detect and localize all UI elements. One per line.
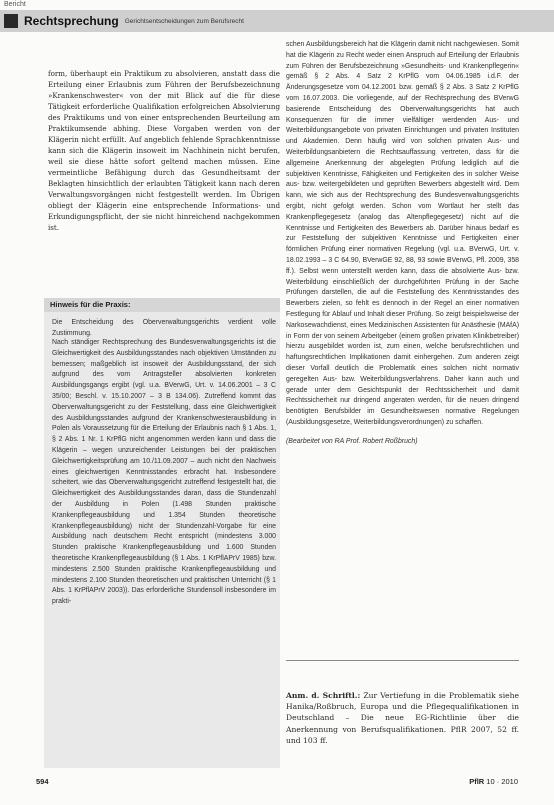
header-marker [4, 14, 18, 28]
hint-box-body [52, 338, 276, 608]
hint-box-heading: Hinweis für die Praxis: [44, 298, 280, 312]
journal-footer [469, 777, 518, 786]
divider [286, 660, 519, 661]
page-title: Rechtsprechung [24, 14, 119, 28]
hint-lead-text: Die Entscheidung des Oberverwaltungsgerichts verdient volle Zustimmung. [52, 319, 276, 337]
hint-box-lead [52, 318, 276, 340]
right-column [286, 40, 519, 447]
left-column-text: form, überhaupt ein Praktikum zu absolvieren, anstatt dass die Erteilung einer Erlaubnis zum Führen der Berufsbezeichnung »Krankenschwester« von der mit Blick auf die für diese Tätigkeit erforderliche Qualifikation erfolgreichen Absolvierung des Praktikums und von einer entsprechenden Beurteilung am Praktikumsende abhing. Diese Vorgaben werden von der Klägerin nicht erfüllt. Auf angeblich fehlende Sprachkenntnisse kann sich die Klägerin insoweit im Nachhinein nicht berufen, weil sie diese hätte sofort geltend machen müssen. Eine vermeintliche Befähigung durch das Gesundheitsamt der Beklagten hinsichtlich der erlaubten Tätigkeit kann nach deren Verwaltungsvorgängen nicht festgestellt werden. Im Übrigen obliegt der Klägerin eine entsprechende Informations- und Erkundigungspflicht, der sie nicht hinreichend nachgekommen ist. [48, 69, 280, 232]
reference-author: Anm. d. Schriftl.: [286, 691, 361, 700]
right-column-text: schen Ausbildungsbereich hat die Klägerin damit nicht nachgewiesen. Somit hat die Klägerin zu Recht weder einen Anspruch auf Erteilung der Erlaubnis zum Führen der Berufsbezeichnung »Gesundheits- und Krankenpflegerin« gemäß § 2 Abs. 4 Satz 2 KrPflG vom 04.06.1985 i.d.F. der Änderungsgesetze vom 04.12.2001 bzw. gemäß § 2 Abs. 3 Satz 2 KrPflG vom 16.07.2003. Die vorliegende, auf der Rechtsprechung des BVerwG basierende Entscheidung des Oberverwaltungsgerichts hat auch Konsequenzen für die immer vielfältiger werdenden Aus- und Weiterbildungsangebote von privaten Einrichtungen und privaten Instituten und Akademien. Denn häufig wird von solchen privaten Aus- und Weiterbildungsanbietern die Rechtsauffassung vertreten, dass für die allgemeine Anerkennung der abgelegten Prüfung lediglich auf die subjektiven Kenntnisse, Fähigkeiten und Fertigkeiten des in solcher Weise aus- bzw. weitergebildeten und geprüften Bewerbers abgestellt wird. Dem kann, wie sich aus der Rechtsprechung des Bundesverwaltungsgerichts ergibt, nicht gefolgt werden. Schon vom Wortlaut her stellt das Krankenpflegegesetz (analog das Altenpflegegesetz) nicht auf die Kenntnisse und Fertigkeiten des Bewerbers ab. Darüber hinaus bedarf es zur Feststellung der subjektiven Kenntnisse und Fertigkeiten einer förmlichen Prüfung einer normativen Regelung (vgl. u.a. BVerwG, Urt. v. 18.02.1993 – 3 C 64.90, BVerwGE 92, 88, 93 sowie BVerwG, Pfl. 2009, 358 ff.). Selbst wenn unterstellt werden kann, dass die absolvierte Aus- bzw. Weiterbildung einschließlich der durchgeführten Prüfung in der Sache Prüfungen darstellen, die auf die Feststellung des Kenntnisstandes des Bewerbers zielen, so fehlt es dennoch in der Regel an einer normativen Festlegung für Ablauf und Inhalt dieser Prüfung. So zeigt beispielsweise der Narkosewachdienst, eines Medizinischen Assistenten für Anästhesie (MAfA) in Form der von seinem Arbeitgeber (einem großen privaten Klinikbetreiber) hierzu ausgebildet worden ist, zum einen, welche berufsrechtlichen und haftungsrechtlichen Implikationen damit einhergehen. Zum anderen zeigt dieser Vorfall deutlich die Problematik eines solchen nicht normativ geregelten Aus- bzw. Weiterbildungsverfahrens. Daher kann auch und gerade unter dem Gesichtspunkt der Rechtssicherheit und damit Rechtssicherheit nur dringend angeraten werden, für die neuen dringend benötigten Berufsbilder im Gesundheitswesen normative Regelungen (Ausbildungsgesetze, Weiterbildungsverordnungen) zu schaffen. [286, 41, 519, 426]
header-bar [0, 10, 554, 32]
page-number: 594 [36, 777, 49, 786]
section-tag: Bericht [4, 1, 26, 8]
journal-issue: 10 · 2010 [486, 777, 518, 786]
signature: (Bearbeitet von RA Prof. Robert Roßbruch) [286, 437, 418, 445]
left-column [48, 68, 280, 233]
hint-body-text: Nach ständiger Rechtsprechung des Bundesverwaltungsgerichts ist die Gleichwertigkeit des Ausbildungsstandes nach objektiven Umständen zu bemessen; maßgeblich ist insoweit der Ausbildungsstand, der sich aufgrund des vom Antragsteller absolvierten konkreten Ausbildungsgangs ergibt (vgl. u.a. BVerwG, Urt. v. 14.06.2001 – 3 C 35/00; Beschl. v. 15.10.2007 – 3 B 134.06). Zutreffend kommt das Oberverwaltungsgericht zu der Feststellung, dass eine Gleichwertigkeit des Ausbildungsstandes aufgrund der Krankenschwesterausbildung in Polen als Voraussetzung für die Erteilung der Erlaubnis nach § 1 Abs. 1, § 2 Abs. 1 Nr. 1 KrPflG nicht angenommen werden kann und dass die Klägerin – wegen unzureichender Leistungen bei der praktischen Gleichwertigkeitsprüfung am 10./11.09.2007 – auch nicht den Nachweis eines gleichwertigen Kenntnisstandes erbracht hat. Insbesondere scheitert, wie das Oberverwaltungsgericht zutreffend festgestellt hat, die Gleichwertigkeit des Ausbildungsstandes daran, dass die Stundenzahl der Ausbildung in Polen (1.498 Stunden praktische Krankenpflegeausbildung und 1.354 Stunden theoretische Krankenpflegeausbildung) nicht der Stundenzahl-Vorgabe für eine Ausbildung nach deutschem Recht entspricht (mindestens 3.000 Stunden praktische Krankenpflegeausbildung und 1.600 Stunden theoretische Krankenpflegeausbildung (§ 1 Abs. 1 KrPflAPrV 1985) bzw. mindestens 2.500 Stunden praktische Krankenpflegeausbildung und mindestens 2.100 Stunden theoretischen und praktischen Unterricht (§ 1 Abs. 1 KrPflAPrV 2003)). Das erforderliche Stundensoll insbesondere im prakti- [52, 339, 276, 606]
reference-text: Zur Vertiefung in die Problematik siehe Hanika/Roßbruch, Europa und die Pflegequalifikationen in Deutschland – Die neue EG-Richtlinie über die Anerkennung von Berufsqualifikationen. PflR 2007, 52 ff. und 103 ff. [286, 691, 520, 745]
journal-name: PflR [469, 777, 485, 786]
reference-note [286, 690, 519, 746]
page-subtitle: Gerichtsentscheidungen zum Berufsrecht [124, 17, 244, 25]
